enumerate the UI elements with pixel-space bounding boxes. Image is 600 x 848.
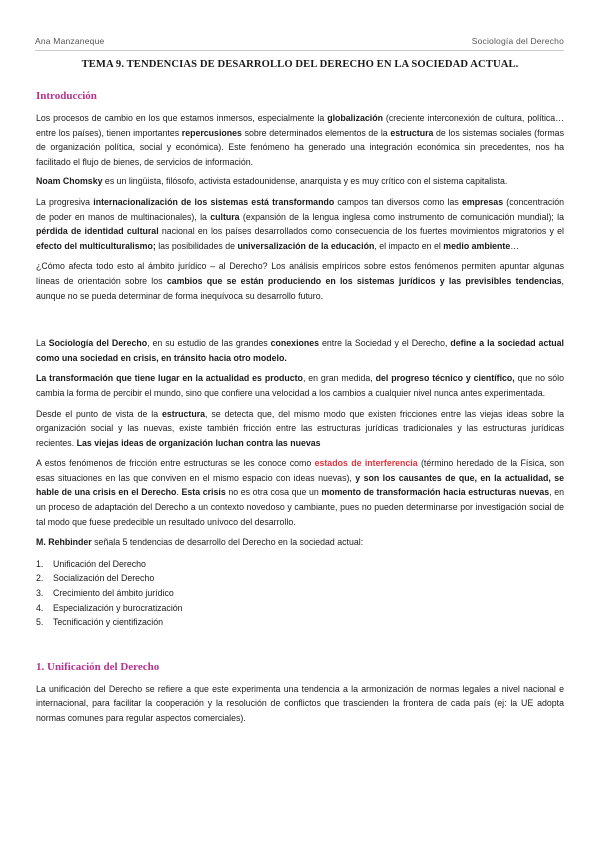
text-run: (término heredado de la Física, son esas situaciones en las que conviven en el mismo espacio con ideas nuevas), — [36, 458, 564, 483]
list-item — [36, 601, 564, 616]
bold-text: Las viejas ideas de organización luchan contra las nuevas — [76, 437, 321, 448]
text-run: A estos fenómenos de fricción entre estructuras se les conoce como — [36, 458, 315, 469]
text-run: ¿Cómo afecta todo esto al ámbito jurídico – al Derecho? Los análisis empíricos sobre estos fenómenos permiten apuntar algunas líneas de orientación sobre los — [36, 261, 564, 286]
bold-text: Esta crisis — [181, 487, 226, 498]
highlighted-term: estados de interferencia — [314, 458, 418, 469]
bold-text: cambios que se están produciendo en los sistemas jurídicos y las previsibles tendencias — [166, 275, 562, 286]
text-run: entre la Sociedad y el Derecho, — [319, 338, 451, 349]
text-run: … — [510, 240, 520, 251]
bold-text: efecto del multiculturalismo; — [36, 240, 156, 251]
header-subject: Sociología del Derecho — [471, 36, 564, 46]
paragraph — [36, 111, 564, 169]
bold-text: del progreso técnico y científico, — [375, 373, 515, 384]
text-run: (creciente interconexión de cultura, política… entre los países), tienen importantes — [36, 113, 564, 138]
bold-text: cultura — [210, 211, 240, 222]
text-run: señala 5 tendencias de desarrollo del Derecho en la sociedad actual: — [91, 537, 364, 548]
bold-text: y son los causantes de que, en la actualidad, se hable de una crisis en el Derecho — [36, 472, 564, 498]
text-run: (expansión de la lengua inglesa como instrumento de comunicación mundial); la — [239, 211, 564, 222]
list-number: 5. — [36, 617, 44, 628]
header-divider — [35, 50, 564, 51]
paragraph — [36, 174, 564, 189]
tendencias-list — [36, 557, 564, 630]
bold-text: conexiones — [270, 338, 320, 349]
bold-text: empresas — [462, 196, 504, 207]
bold-text: estructura — [390, 127, 434, 138]
text-run: , se detecta que, del mismo modo que existen fricciones entre las viejas ideas sobre la organización social y las nuevas, existe también fricción entre las estructuras jurídicas tradicionales y las estructuras jurídicas recientes. — [36, 408, 564, 448]
list-number: 3. — [36, 588, 44, 599]
paragraph — [36, 682, 564, 726]
list-item — [36, 557, 564, 572]
paragraph — [36, 407, 564, 451]
text-run: La — [36, 338, 49, 349]
text-run: , en gran medida, — [302, 373, 376, 384]
bold-text: Sociología del Derecho — [48, 338, 148, 349]
text-run: , el impacto en el — [374, 240, 444, 251]
bold-text: universalización de la educación — [237, 240, 375, 251]
text-run: Desde el punto de vista de la — [36, 408, 162, 419]
text-run: sobre determinados elementos de la — [241, 127, 391, 138]
document-body — [36, 90, 564, 726]
bold-text: internacionalización de los sistemas está transformando — [93, 196, 335, 207]
paragraph — [36, 371, 564, 400]
page-title: TEMA 9. TENDENCIAS DE DESARROLLO DEL DERECHO EN LA SOCIEDAD ACTUAL. — [81, 59, 519, 70]
text-run: nacional en los países desarrollados como consecuencia de los fuertes movimientos migratorios y el — [158, 226, 564, 237]
text-run: de los sistemas sociales (formas de organización política, social y económica). Este fenómeno ha generado una integración económica sin precedentes, nos ha facilitado el flujo de bienes, de servicios de información. — [36, 127, 564, 167]
list-item-label: Especialización y burocratización — [53, 602, 183, 613]
list-item-label: Tecnificación y cientifización — [53, 617, 164, 628]
paragraph — [36, 535, 564, 550]
text-run: , en su estudio de las grandes — [147, 338, 271, 349]
list-number: 2. — [36, 573, 44, 584]
bold-text: M. Rehbinder — [36, 537, 92, 548]
bold-text: La transformación que tiene lugar en la actualidad es producto — [36, 373, 303, 384]
bold-text: define a la sociedad actual como una sociedad en crisis, en tránsito hacia otro modelo. — [36, 338, 564, 363]
paragraph — [36, 336, 564, 365]
text-run: . — [176, 487, 182, 498]
paragraph — [36, 259, 564, 303]
list-item — [36, 571, 564, 586]
list-item-label: Crecimiento del ámbito jurídico — [53, 588, 174, 599]
paragraph — [36, 456, 564, 529]
text-run: Los procesos de cambio en los que estamos inmersos, especialmente la — [36, 113, 328, 123]
text-run: , aunque no se pueda determinar de forma inequívoca su desarrollo futuro. — [36, 275, 564, 301]
bold-text: repercusiones — [181, 127, 242, 138]
bold-text: momento de transformación hacia estructuras nuevas — [321, 487, 550, 498]
text-run: que no sólo cambia la forma de percibir el mundo, sino que confiere una velocidad a los cambios a cualquier nivel nunca antes experimentada. — [36, 373, 564, 398]
text-run: las posibilidades de — [155, 240, 238, 251]
text-run: no es otra cosa que un — [225, 487, 322, 498]
list-number: 1. — [36, 558, 44, 569]
section-heading-introduccion: Introducción — [36, 90, 97, 102]
bold-text: Noam Chomsky — [36, 176, 103, 187]
list-item-label: Unificación del Derecho — [53, 558, 146, 569]
list-item — [36, 586, 564, 601]
text-run: (concentración de poder en manos de multinacionales), la — [36, 196, 564, 222]
list-item-label: Socialización del Derecho — [53, 573, 155, 584]
bold-text: medio ambiente — [443, 240, 511, 251]
bold-text: pérdida de identidad cultural — [36, 226, 159, 237]
list-number: 4. — [36, 602, 44, 613]
section-heading-unificacion: 1. Unificación del Derecho — [36, 660, 160, 673]
text-run: La unificación del Derecho se refiere a que este experimenta una tendencia a la armonización de normas legales a nivel nacional e internacional, para facilitar la cooperación y la resolución de conflictos que trascienden la frontera de cada país (ej: la UE adopta normas comunes para regular aspectos comerciales). — [36, 683, 564, 723]
bold-text: globalización — [327, 113, 383, 123]
bold-text: estructura — [161, 408, 206, 419]
list-item — [36, 615, 564, 630]
text-run: La progresiva — [36, 196, 94, 207]
text-run: es un lingüista, filósofo, activista estadounidense, anarquista y es muy crítico con el sistema capitalista. — [102, 176, 508, 187]
header-author: Ana Manzaneque — [35, 36, 105, 46]
text-run: campos tan diversos como las — [334, 196, 462, 207]
text-run: , en un proceso de adaptación del Derecho a un contexto novedoso y cambiante, pues no pueden determinarse por investigación social de tal modo que fuese predecible un resultado unívoco del desarrollo. — [36, 487, 564, 527]
paragraph — [36, 195, 564, 253]
